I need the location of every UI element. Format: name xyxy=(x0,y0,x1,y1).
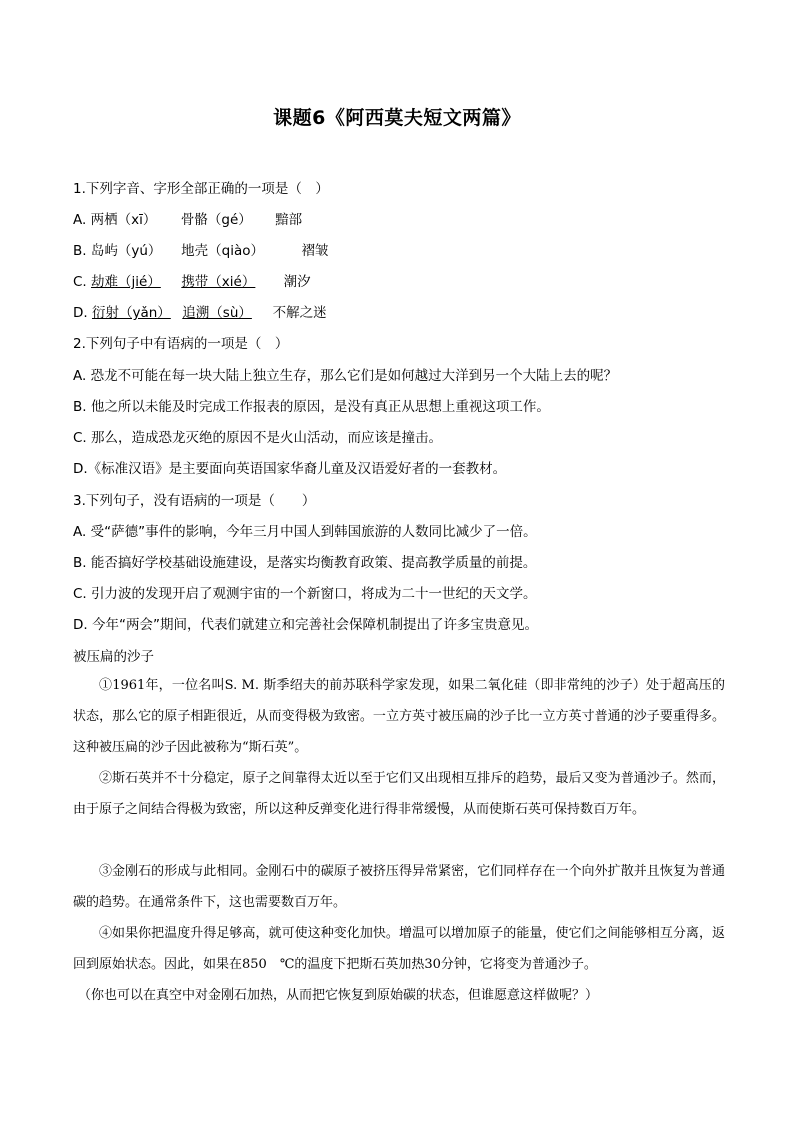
option-part: 潮汐 xyxy=(283,274,311,290)
option-part: 岛屿（yú） xyxy=(90,243,162,259)
question-1-option-a xyxy=(73,208,302,228)
question-1-option-d xyxy=(73,301,327,321)
question-1-option-c xyxy=(73,270,311,290)
option-letter: D. xyxy=(73,305,88,321)
option-letter: A. xyxy=(73,212,87,228)
question-2-option-c: C. 那么，造成恐龙灭绝的原因不是火山活动，而应该是撞击。 xyxy=(73,430,443,446)
question-3-stem: 3.下列句子，没有语病的一项是（ ） xyxy=(73,493,316,509)
option-part: 劫难（jié） xyxy=(91,274,161,290)
option-part: 黯部 xyxy=(275,212,303,228)
question-1-option-b xyxy=(73,239,328,259)
option-part: 不解之迷 xyxy=(272,305,327,321)
reading-paragraph: ①1961年，一位名叫S. M. 斯季绍夫的前苏联科学家发现，如果二氧化硅（即非常纯的沙子）处于超高压的状态，那么它的原子相距很近，从而变得极为致密。一立方英寸被压扁的沙子比一立方英寸普通的沙子要重得多。这种被压扁的沙子因此被称为“斯石英”。 xyxy=(73,678,725,755)
option-part: 褶皱 xyxy=(301,243,329,259)
question-2-option-d: D.《标准汉语》是主要面向英语国家华裔儿童及汉语爱好者的一套教材。 xyxy=(73,461,507,477)
option-part: 追溯（sù） xyxy=(182,305,252,321)
reading-title: 被压扁的沙子 xyxy=(73,649,154,665)
reading-paragraph: ③金刚石的形成与此相同。金刚石中的碳原子被挤压得异常紧密，它们同样存在一个向外扩散并且恢复为普通碳的趋势。在通常条件下，这也需要数百万年。 xyxy=(73,864,725,910)
option-part: 骨骼（gé） xyxy=(180,212,252,228)
page-title: 课题6《阿西莫夫短文两篇》 xyxy=(273,107,521,129)
option-part: 两栖（xī） xyxy=(90,212,157,228)
option-letter: C. xyxy=(73,274,87,290)
question-3-option-a: A. 受“萨德”事件的影响，今年三月中国人到韩国旅游的人数同比减少了一倍。 xyxy=(73,524,537,540)
question-1-stem: 1.下列字音、字形全部正确的一项是（ ） xyxy=(73,181,329,197)
question-2-stem: 2.下列句子中有语病的一项是（ ） xyxy=(73,336,289,352)
reading-paragraph: （你也可以在真空中对金刚石加热，从而把它恢复到原始碳的状态，但谁愿意这样做呢？） xyxy=(78,988,599,1003)
option-part: 衍射（yǎn） xyxy=(91,305,171,321)
reading-paragraph: ②斯石英并不十分稳定，原子之间靠得太近以至于它们又出现相互排斥的趋势，最后又变为普通沙子。然而，由于原子之间结合得极为致密，所以这种反弹变化进行得非常缓慢，从而使斯石英可保持数百万年。 xyxy=(73,771,725,817)
question-2-option-b: B. 他之所以未能及时完成工作报表的原因，是没有真正从思想上重视这项工作。 xyxy=(73,399,550,415)
question-2-option-a: A. 恐龙不可能在每一块大陆上独立生存，那么它们是如何越过大洋到另一个大陆上去的呢？ xyxy=(73,368,618,384)
question-3-option-b: B. 能否搞好学校基础设施建设，是落实均衡教育政策、提高教学质量的前提。 xyxy=(73,555,537,571)
option-part: 携带（xié） xyxy=(181,274,256,290)
option-part: 地壳（qiào） xyxy=(181,243,265,259)
option-letter: B. xyxy=(73,243,87,259)
question-3-option-c: C. 引力波的发现开启了观测宇宙的一个新窗口，将成为二十一世纪的天文学。 xyxy=(73,586,537,602)
reading-paragraph: ④如果你把温度升得足够高，就可使这种变化加快。增温可以增加原子的能量，使它们之间能够相互分离，返回到原始状态。因此，如果在850 ℃的温度下把斯石英加热30分钟，它将变为普通沙子。 xyxy=(73,926,725,972)
question-3-option-d: D. 今年“两会”期间，代表们就建立和完善社会保障机制提出了许多宝贵意见。 xyxy=(73,617,538,633)
